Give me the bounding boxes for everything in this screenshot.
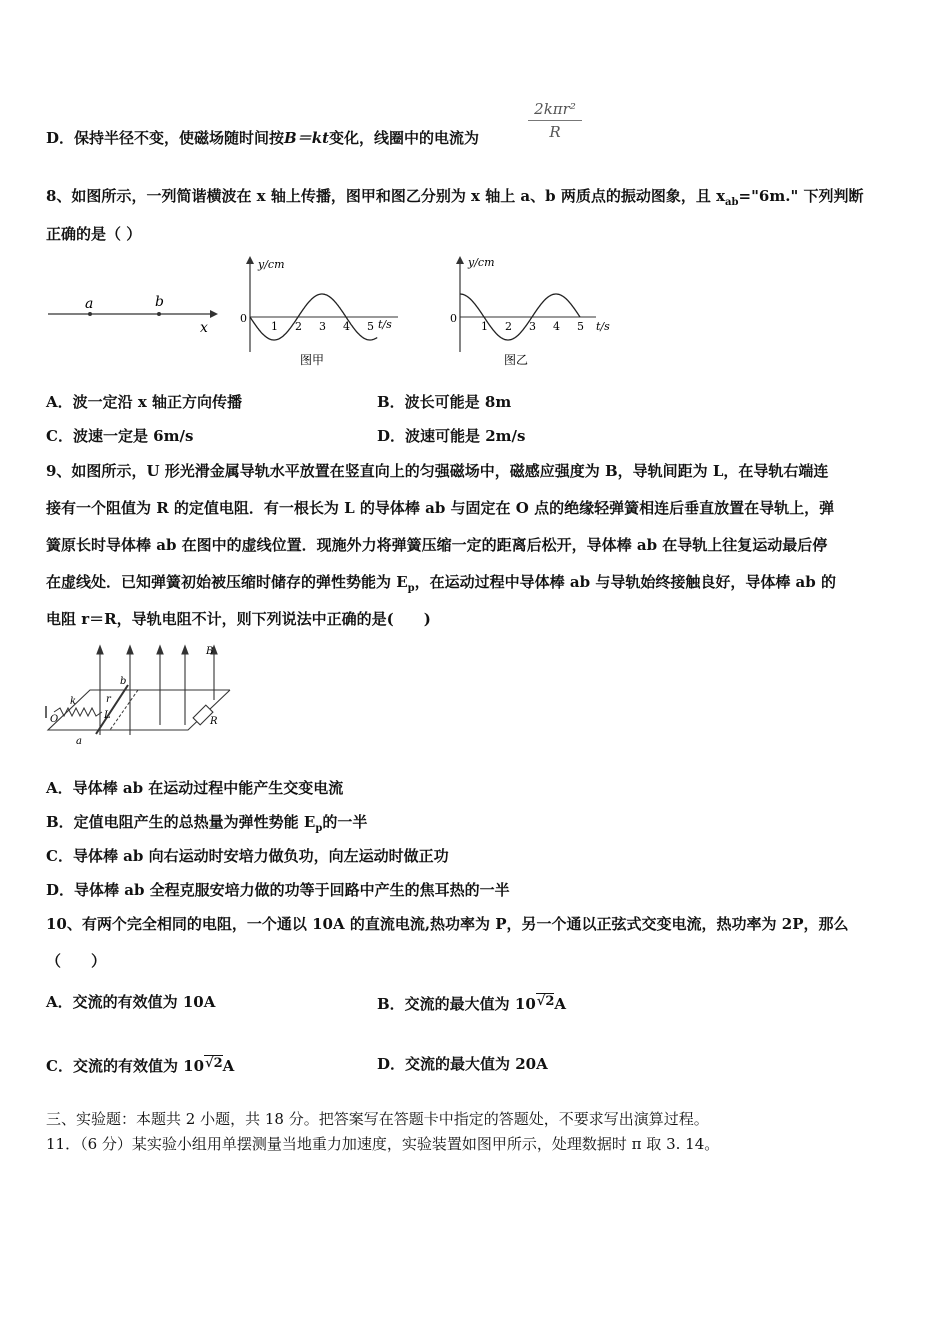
graph-b-ylabel: y/cm	[468, 256, 495, 269]
q8-stem-line1: 8、如图所示，一列简谐横波在 x 轴上传播，图甲和图乙分别为 x 轴上 a、b 两质点的振动图象，且 $x_{ab}="6m$." 下列判断	[46, 187, 864, 208]
sqrt-symbol: √2	[536, 994, 555, 1009]
graph-b-xlabel: t/s	[596, 320, 610, 333]
q8-option-b: B．波长可能是 8m	[377, 393, 512, 411]
q8-option-d: D．波速可能是 2m/s	[377, 427, 526, 445]
q7-current-fraction	[528, 100, 582, 141]
length-label-l: L	[104, 710, 111, 721]
graph-a-xlabel: t/s	[378, 318, 392, 331]
rod-end-b: b	[120, 676, 127, 687]
graph-a-tick: 3	[319, 320, 326, 333]
rod-resistance-r: r	[106, 694, 111, 705]
fraction-denominator: R	[549, 123, 561, 141]
graph-a-tick: 5	[367, 320, 374, 333]
q10-option-b: B．交流的最大值为 10√2A	[377, 994, 567, 1013]
rod-end-a: a	[76, 736, 82, 747]
fraction-numerator: 2kπr²	[528, 100, 582, 121]
q9-option-b: B．定值电阻产生的总热量为弹性势能 $E_p$的一半	[46, 813, 368, 834]
graph-b-tick: 2	[505, 320, 512, 333]
q9-option-d: D．导体棒 ab 全程克服安培力做的功等于回路中产生的焦耳热的一半	[46, 881, 510, 899]
q9-stem-line4: 在虚线处．已知弹簧初始被压缩时储存的弹性势能为 $E_p$，在运动过程中导体棒 ab 与导轨始终接触良好，导体棒 ab 的	[46, 573, 836, 594]
section3-title: 三、实验题：本题共 2 小题，共 18 分。把答案写在答题卡中指定的答题处，不要求写出演算过程。	[46, 1110, 709, 1128]
q8-graph-a	[238, 252, 408, 372]
resistor-label-r: R	[210, 716, 218, 727]
q8-x-axis-figure	[40, 290, 230, 340]
q8-option-a: A．波一定沿 x 轴正方向传播	[46, 393, 243, 411]
q9-stem-line3: 簧原长时导体棒 ab 在图中的虚线位置．现施外力将弹簧压缩一定的距离后松开，导体棒 ab 在导轨上往复运动最后停	[46, 536, 828, 554]
graph-a-caption: 图甲	[300, 353, 325, 367]
point-a-label: a	[85, 296, 94, 312]
graph-a-tick: 1	[271, 320, 278, 333]
graph-a-ylabel: y/cm	[258, 258, 285, 271]
spring-label-k: k	[70, 696, 77, 707]
q10-option-c: C．交流的有效值为 10√2A	[46, 1056, 235, 1075]
graph-b-tick: 4	[553, 320, 560, 333]
q8-option-c: C．波速一定是 6m/s	[46, 427, 194, 445]
point-o-label: O	[50, 714, 59, 725]
q8-stem-line2: 正确的是（ ）	[46, 225, 142, 243]
graph-a-tick: 4	[343, 320, 350, 333]
graph-a-tick: 2	[295, 320, 302, 333]
q9-stem-line2: 接有一个阻值为 R 的定值电阻．有一根长为 L 的导体棒 ab 与固定在 O 点的绝缘轻弹簧相连后垂直放置在导轨上，弹	[46, 499, 835, 517]
sqrt-symbol: √2	[205, 1056, 223, 1071]
q9-stem-line1: 9、如图所示，U 形光滑金属导轨水平放置在竖直向上的匀强磁场中，磁感应强度为 B，导轨间距为 L，在导轨右端连	[46, 462, 829, 480]
q10-option-a: A．交流的有效值为 10A	[46, 993, 216, 1011]
graph-b-origin: 0	[450, 312, 457, 325]
point-b-label: b	[155, 294, 164, 310]
q9-option-a: A．导体棒 ab 在运动过程中能产生交变电流	[46, 779, 344, 797]
graph-b-tick: 5	[577, 320, 584, 333]
q10-stem-line2: （ ）	[46, 952, 107, 970]
q10-stem-line1: 10、有两个完全相同的电阻，一个通以 10A 的直流电流,热功率为 P，另一个通以正弦式交变电流，热功率为 2P，那么	[46, 915, 849, 933]
q10-option-d: D．交流的最大值为 20A	[377, 1055, 548, 1073]
q7-option-d: D．保持半径不变，使磁场随时间按B＝kt变化，线圈中的电流为	[46, 129, 480, 147]
x-axis-label: x	[200, 320, 208, 336]
graph-a-origin: 0	[240, 312, 247, 325]
q8-graph-b	[448, 252, 618, 372]
q9-option-c: C．导体棒 ab 向右运动时安培力做负功，向左运动时做正功	[46, 847, 449, 865]
q9-rail-figure	[40, 640, 240, 750]
q9-stem-line5: 电阻 r＝R，导轨电阻不计，则下列说法中正确的是( )	[46, 610, 431, 628]
graph-b-caption: 图乙	[504, 353, 529, 367]
field-label-b: B	[206, 646, 214, 657]
graph-b-tick: 1	[481, 320, 488, 333]
q11-stem: 11．（6 分）某实验小组用单摆测量当地重力加速度，实验装置如图甲所示，处理数据时 π 取 3. 14。	[46, 1135, 720, 1153]
graph-b-tick: 3	[529, 320, 536, 333]
